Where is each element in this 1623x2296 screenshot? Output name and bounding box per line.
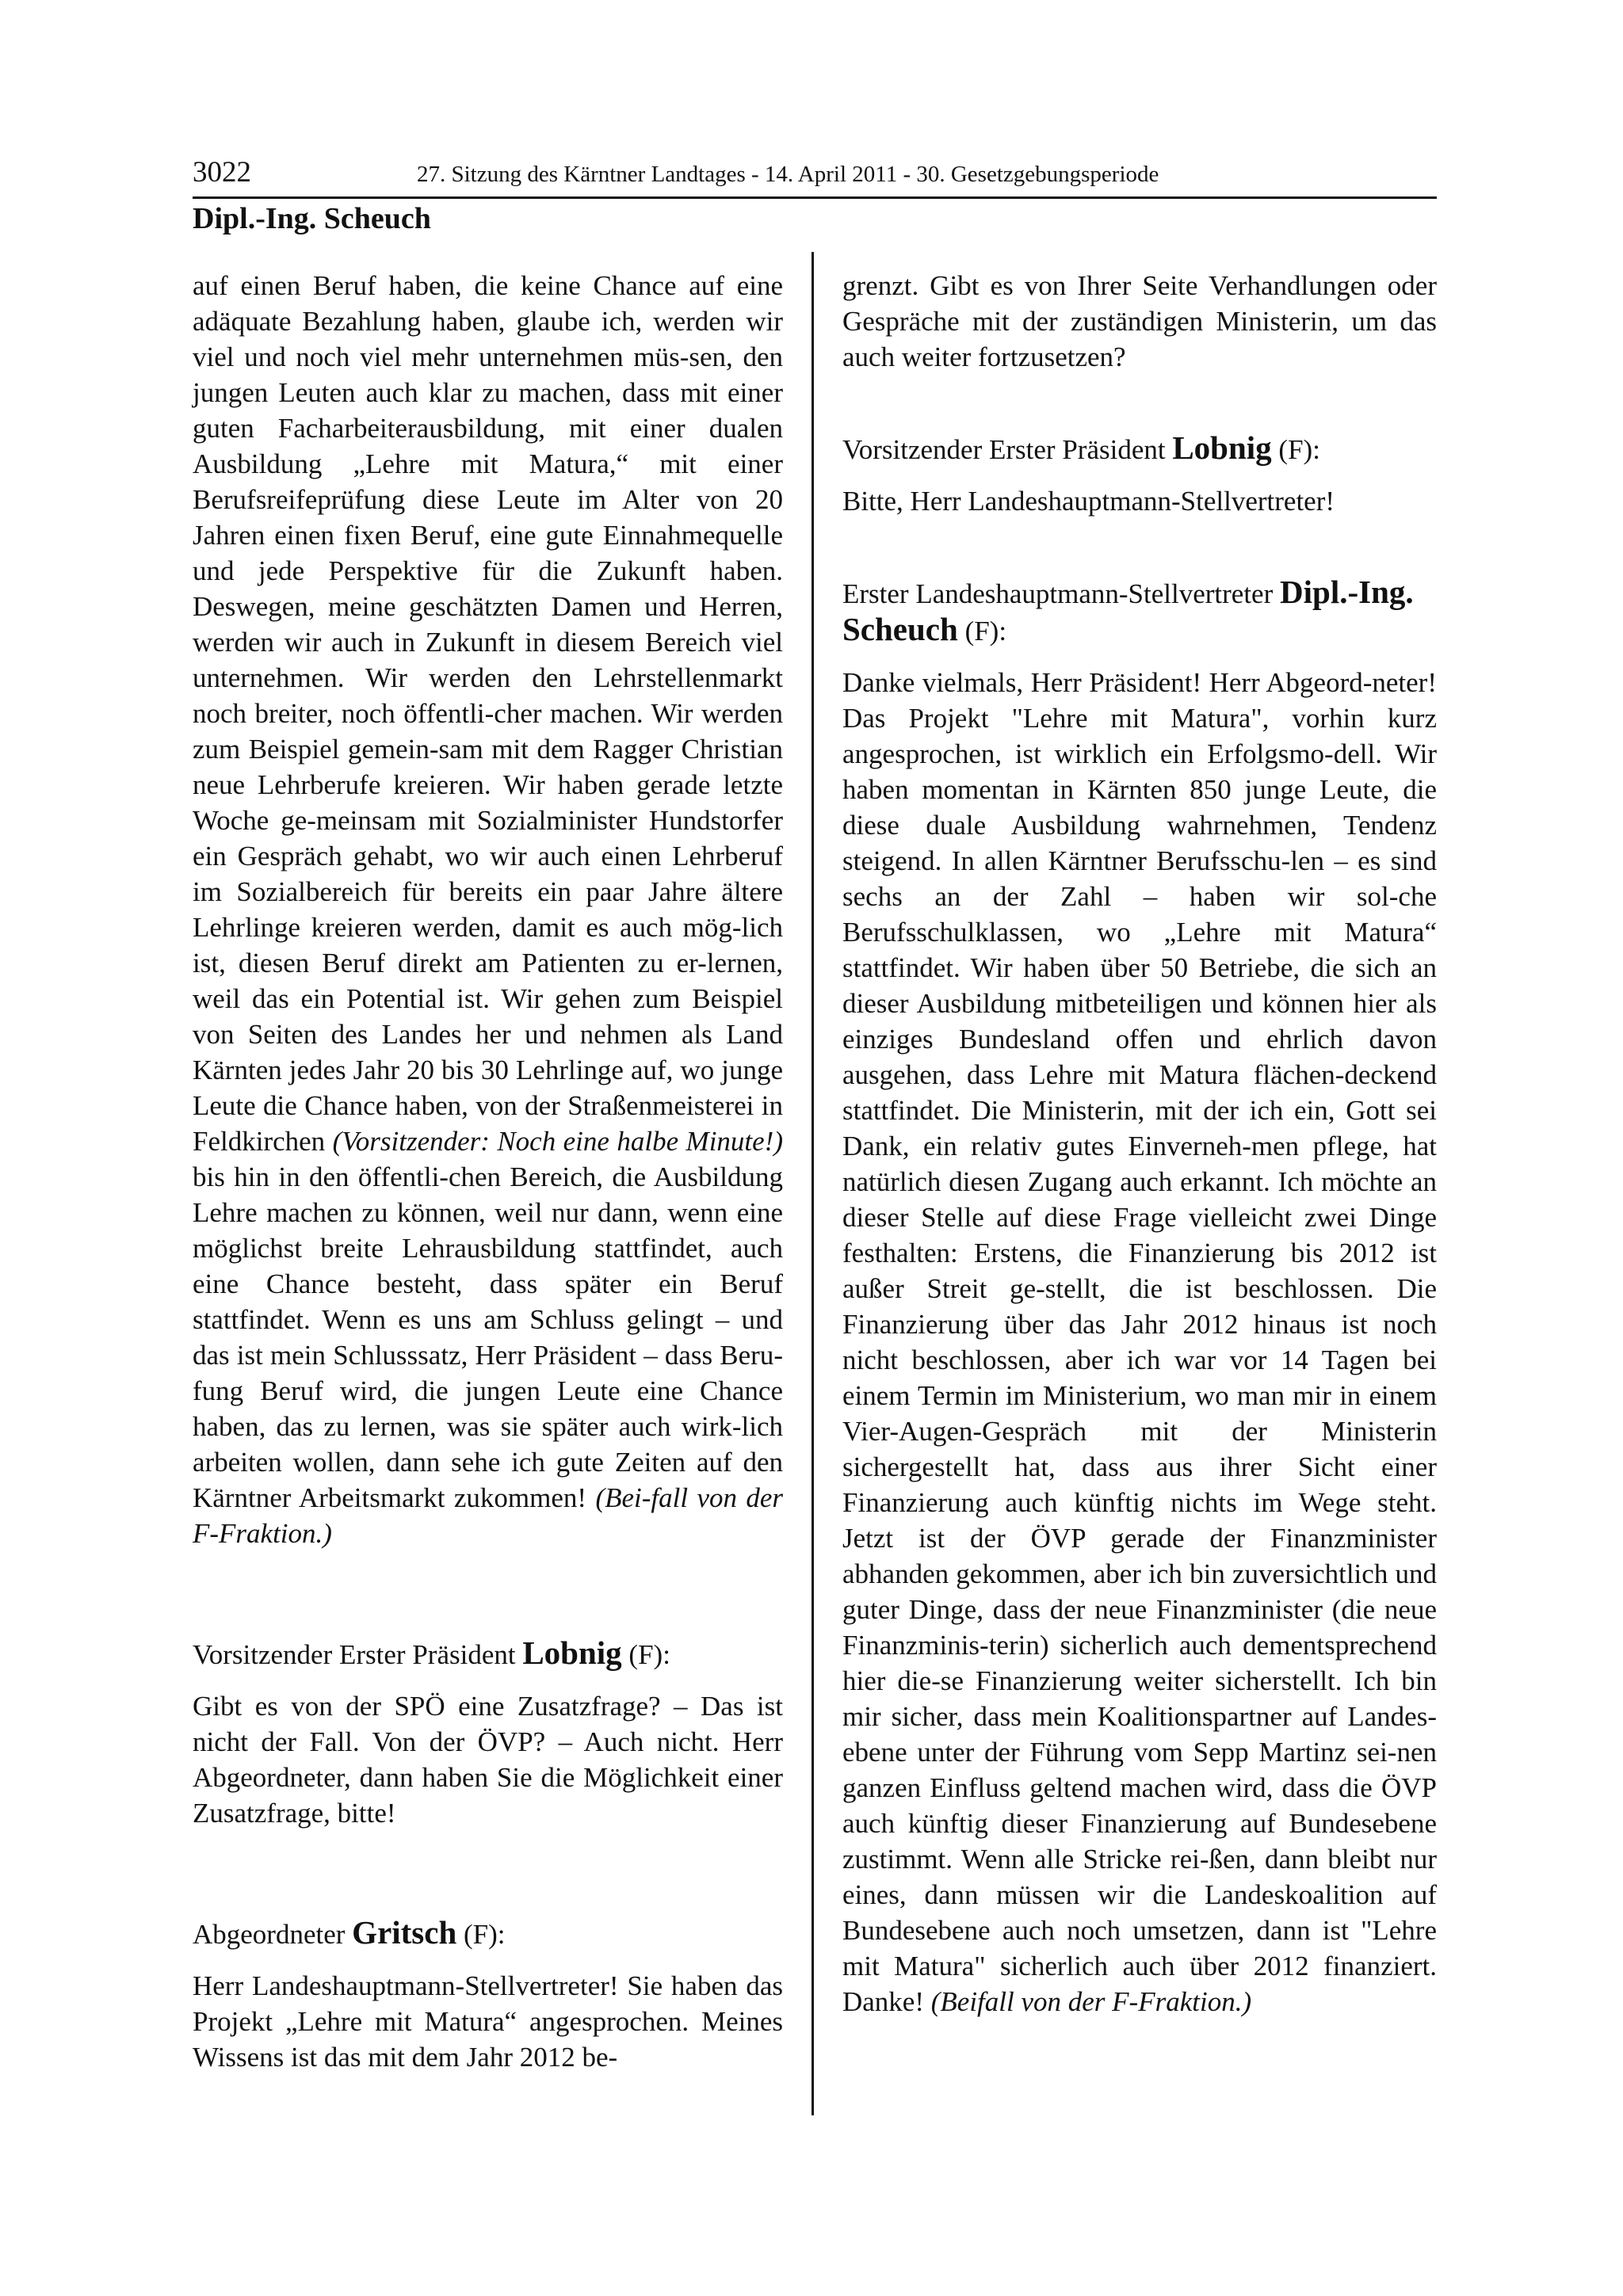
right-column xyxy=(842,268,1437,2035)
running-head: 27. Sitzung des Kärntner Landtages - 14. April 2011 - 30. Gesetzgebungsperiode xyxy=(417,162,1159,187)
paragraph-text: Herr Landeshauptmann-Stellvertreter! Sie haben das Projekt „Lehre mit Matura“ angesprochen. Meines Wissens ist das mit dem Jahr 2012 be- xyxy=(193,1970,783,2073)
speaker-role: Vorsitzender Erster Präsident xyxy=(842,434,1166,465)
paragraph xyxy=(842,665,1437,2019)
speaker-party: (F): xyxy=(964,616,1007,646)
speaker-line xyxy=(193,1635,783,1672)
paragraph-text: Gibt es von der SPÖ eine Zusatzfrage? – Das ist nicht der Fall. Von der ÖVP? – Auch nicht. Herr Abgeordneter, dann haben Sie die Möglichkeit einer Zusatzfrage, bitte! xyxy=(193,1691,783,1829)
page-number: 3022 xyxy=(193,156,251,189)
applause-note: (Beifall von der F-Fraktion.) xyxy=(930,1986,1252,2017)
speaker-head: Dipl.-Ing. Scheuch xyxy=(193,202,431,235)
speaker-name: Lobnig xyxy=(1172,429,1272,466)
paragraph-text: Danke vielmals, Herr Präsident! Herr Abgeord-neter! Das Projekt "Lehre mit Matura", vorhin kurz angesprochen, ist wirklich ein Erfolgsmo-dell. Wir haben momentan in Kärnten 850 junge Leute, die diese duale Ausbildung wahrnehmen, Tendenz steigend. In allen Kärntner Berufsschu-len – es sind sechs an der Zahl – haben wir sol-che Berufsschulklassen, wo „Lehre mit Matura“ stattfindet. Wir haben über 50 Betriebe, die sich an dieser Ausbildung mitbeteiligen und können hier als einziges Bundesland offen und ehrlich davon ausgehen, dass Lehre mit Matura flächen-deckend stattfindet. Die Ministerin, mit der ich ein, Gott sei Dank, ein relativ gutes Einverneh-men pflege, hat natürlich diesen Zugang auch erkannt. Ich möchte an dieser Stelle auf diese Frage vielleicht zwei Dinge festhalten: Erstens, die Finanzierung bis 2012 ist außer Streit ge-stellt, die ist beschlossen. Die Finanzierung über das Jahr 2012 hinaus ist noch nicht beschlossen, aber ich war vor 14 Tagen bei einem Termin im Ministerium, wo man mir in einem Vier-Augen-Gespräch mit der Ministerin sichergestellt hat, dass aus ihrer Sicht einer Finanzierung auch künftig nichts im Wege steht. Jetzt ist der ÖVP gerade der Finanzminister abhanden gekommen, aber ich bin zuversichtlich und guter Dinge, dass der neue Finanzminister (die neue Finanzminis-terin) sicherlich auch dementsprechend hier die-se Finanzierung weiter sicherstellt. Ich bin mir sicher, dass mein Koalitionspartner auf Landes-ebene unter der Führung vom Sepp Martinz sei-nen ganzen Einfluss geltend machen wird, dass die ÖVP auch künftig dieser Finanzierung auf Bundesebene zustimmt. Wenn alle Stricke rei-ßen, dann bleibt nur eines, dann müssen wir die Landeskoalition auf Bundesebene auch noch umsetzen, dann ist "Lehre mit Matura" sicherlich auch über 2012 finanziert. Danke! xyxy=(842,667,1437,2017)
paragraph xyxy=(842,268,1437,375)
paragraph xyxy=(193,268,783,1551)
speaker-line xyxy=(193,1915,783,1952)
paragraph xyxy=(193,1688,783,1831)
column-divider xyxy=(812,252,814,2115)
speaker-line xyxy=(842,574,1437,649)
paragraph xyxy=(193,1968,783,2075)
speaker-role: Abgeordneter xyxy=(193,1919,346,1950)
speaker-party: (F): xyxy=(464,1919,506,1950)
speaker-line xyxy=(842,430,1437,467)
speaker-name: Dipl.-Ing. Scheuch xyxy=(842,574,1414,647)
speaker-name: Gritsch xyxy=(352,1914,457,1951)
page-header xyxy=(193,155,1437,199)
paragraph-text: bis hin in den öffentli-chen Bereich, die Ausbildung Lehre machen zu können, weil nur dann, wenn eine möglichst breite Lehrausbildung stattfindet, auch eine Chance besteht, dass später ein Beruf stattfindet. Wenn es uns am Schluss gelingt – und das ist mein Schlusssatz, Herr Präsident – dass Beru-fung Beruf wird, die jungen Leute eine Chance haben, das zu lernen, was sie später auch wirk-lich arbeiten wollen, dann sehe ich gute Zeiten auf den Kärntner Arbeitsmarkt zukommen! xyxy=(193,1161,783,1513)
paragraph xyxy=(842,483,1437,519)
paragraph-text: auf einen Beruf haben, die keine Chance auf eine adäquate Bezahlung haben, glaube ich, werden wir viel und noch viel mehr unternehmen müs-sen, den jungen Leuten auch klar zu machen, dass mit einer guten Facharbeiterausbildung, mit einer dualen Ausbildung „Lehre mit Matura,“ mit einer Berufsreifeprüfung diese Leute im Alter von 20 Jahren einen fixen Beruf, eine gute Einnahmequelle und jede Perspektive für die Zukunft haben. Deswegen, meine geschätzten Damen und Herren, werden wir auch in Zukunft in diesem Bereich viel unternehmen. Wir werden den Lehrstellenmarkt noch breiter, noch öffentli-cher machen. Wir werden zum Beispiel gemein-sam mit dem Ragger Christian neue Lehrberufe kreieren. Wir haben gerade letzte Woche ge-meinsam mit Sozialminister Hundstorfer ein Gespräch gehabt, wo wir auch einen Lehrberuf im Sozialbereich für bereits ein paar Jahre ältere Lehrlinge kreieren werden, damit es auch mög-lich ist, diesen Beruf direkt am Patienten zu er-lernen, weil das ein Potential ist. Wir gehen zum Beispiel von Seiten des Landes her und nehmen als Land Kärnten jedes Jahr 20 bis 30 Lehrlinge auf, wo junge Leute die Chance haben, von der Straßenmeisterei in Feldkirchen xyxy=(193,270,783,1157)
speaker-name: Lobnig xyxy=(522,1634,622,1671)
speaker-role: Vorsitzender Erster Präsident xyxy=(193,1639,516,1670)
paragraph-text: Bitte, Herr Landeshauptmann-Stellvertreter! xyxy=(842,486,1335,517)
paragraph-text: grenzt. Gibt es von Ihrer Seite Verhandlungen oder Gespräche mit der zuständigen Ministerin, um das auch weiter fortzusetzen? xyxy=(842,270,1437,372)
applause-note: (Bei-fall von der F-Fraktion.) xyxy=(193,1482,784,1549)
speaker-role: Erster Landeshauptmann-Stellvertreter xyxy=(842,578,1274,609)
left-column xyxy=(193,268,783,2091)
interjection: (Vorsitzender: Noch eine halbe Minute!) xyxy=(332,1126,783,1157)
speaker-party: (F): xyxy=(628,1639,670,1670)
speaker-party: (F): xyxy=(1278,434,1320,465)
